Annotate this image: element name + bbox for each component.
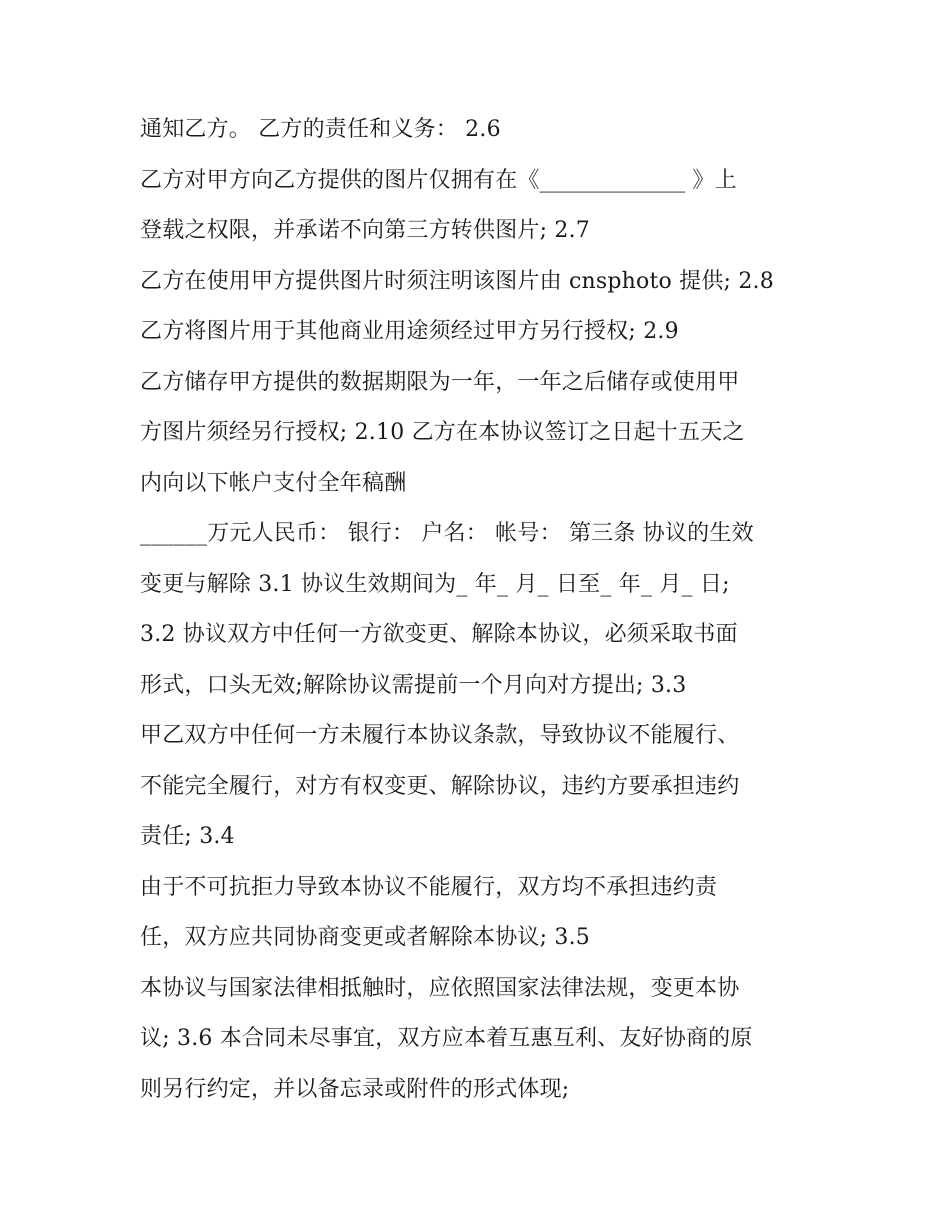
text-line: 任，双方应共同协商变更或者解除本协议; 3.5 [140,925,590,950]
text-line: 则另行约定，并以备忘录或附件的形式体现; [140,1077,570,1102]
text-line: 乙方对甲方向乙方提供的图片仅拥有在《_____________ 》上 [140,168,737,193]
text-line: 变更与解除 3.1 协议生效期间为_ 年_ 月_ 日至_ 年_ 月_ 日; [140,572,730,597]
text-line: 形式，口头无效;解除协议需提前一个月向对方提出; 3.3 [140,673,687,698]
text-line: 议; 3.6 本合同未尽事宜，双方应本着互惠互利、友好协商的原 [140,1026,753,1051]
text-line: 登载之权限，并承诺不向第三方转供图片; 2.7 [140,218,590,243]
text-line: 内向以下帐户支付全年稿酬 [140,471,407,496]
text-line: 甲乙双方中任何一方未履行本协议条款，导致协议不能履行、 [140,723,740,748]
text-line: 3.2 协议双方中任何一方欲变更、解除本协议，必须采取书面 [140,622,738,647]
text-line: 不能完全履行，对方有权变更、解除协议，违约方要承担违约 [140,774,740,799]
text-line: 乙方将图片用于其他商业用途须经过甲方另行授权; 2.9 [140,319,679,344]
text-line: 本协议与国家法律相抵触时，应依照国家法律法规，变更本协 [140,976,740,1001]
text-line: 由于不可抗拒力导致本协议不能履行，双方均不承担违约责 [140,875,718,900]
text-line: 乙方在使用甲方提供图片时须注明该图片由 cnsphoto 提供; 2.8 [140,269,774,294]
text-line: 通知乙方。 乙方的责任和义务： 2.6 [140,117,501,142]
text-line: ______万元人民币： 银行： 户名： 帐号： 第三条 协议的生效 [140,521,754,546]
text-line: 方图片须经另行授权; 2.10 乙方在本协议签订之日起十五天之 [140,420,745,445]
text-line: 乙方储存甲方提供的数据期限为一年，一年之后储存或使用甲 [140,370,740,395]
text-line: 责任; 3.4 [140,824,235,849]
